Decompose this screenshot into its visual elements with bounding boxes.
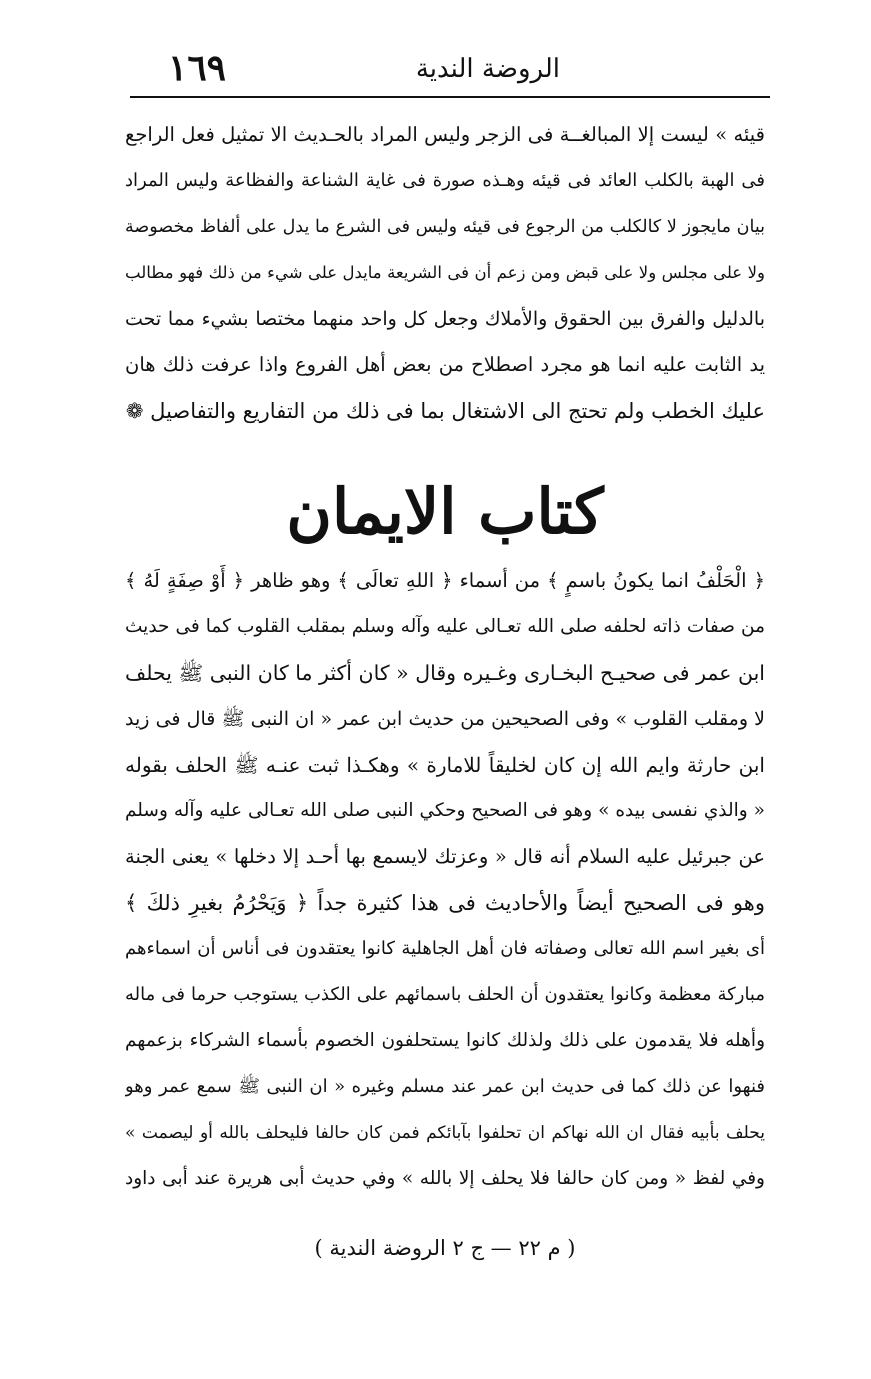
text-line: عن جبرئيل عليه السلام أنه قال « وعزتك لايسمع بها أحـد إلا دخلها » يعنى الجنة bbox=[125, 845, 765, 868]
text-line: لا ومقلب القلوب » وفى الصحيحين من حديث ابن عمر « ان النبى ﷺ قال فى زيد bbox=[125, 708, 765, 730]
text-line: أى بغير اسم الله تعالى وصفاته فان أهل الجاهلية كانوا يعتقدون فى أناس أن اسماءهم bbox=[125, 938, 765, 959]
text-line: وهو فى الصحيح أيضاً والأحاديث فى هذا كثيرة جداً ﴿ وَيَحْرُمُ بغيرِ ذلكَ ﴾ bbox=[125, 891, 765, 915]
text-line: عليك الخطب ولم تحتج الى الاشتغال بما فى ذلك من التفاريع والتفاصيل ❁ bbox=[125, 399, 765, 423]
text-line: فى الهبة بالكلب العائد فى قيئه وهـذه صورة فى غاية الشناعة والفظاعة وليس المراد bbox=[125, 170, 765, 191]
text-line: « والذي نفسى بيده » وهو فى الصحيح وحكي النبى صلى الله تعـالى عليه وآله وسلم bbox=[125, 800, 765, 821]
chapter-title: كتاب الايمان bbox=[286, 475, 604, 548]
text-line: قيئه » ليست إلا المبالغــة فى الزجر وليس المراد بالحـديث الا تمثيل فعل الراجع bbox=[125, 123, 765, 146]
text-line: يد الثابت عليه انما هو مجرد اصطلاح من بعض أهل الفروع واذا عرفت ذلك هان bbox=[125, 353, 765, 376]
text-line: مباركة معظمة وكانوا يعتقدون أن الحلف باسمائهم على الكذب يستوجب حرما فى ماله bbox=[125, 984, 765, 1005]
text-line: من صفات ذاته لحلفه صلى الله تعـالى عليه وآله وسلم بمقلب القلوب كما فى حديث bbox=[125, 616, 765, 637]
text-line: يحلف بأبيه فقال ان الله نهاكم ان تحلفوا بآبائكم فمن كان حالفا فليحلف بالله أو ليصمت » bbox=[125, 1123, 765, 1143]
text-line: وفي لفظ « ومن كان حالفا فلا يحلف إلا بالله » وفي حديث أبى هريرة عند أبى داود bbox=[125, 1168, 765, 1189]
chapter-body bbox=[125, 558, 765, 1202]
signature-footer: ( م ٢٢ — ج ٢ الروضة الندية ) bbox=[314, 1236, 576, 1260]
page-header bbox=[130, 44, 770, 94]
intro-paragraph bbox=[125, 112, 765, 434]
running-title: الروضة الندية bbox=[415, 54, 560, 84]
text-line: ولا على مجلس ولا على قبض ومن زعم أن فى الشريعة مايدل على شيء من ذلك فهو مطالب bbox=[125, 263, 765, 282]
text-line: فنهوا عن ذلك كما فى حديث ابن عمر عند مسلم وغيره « ان النبى ﷺ سمع عمر وهو bbox=[125, 1076, 765, 1097]
text-line: وأهله فلا يقدمون على ذلك ولذلك كانوا يستحلفون الخصوم بأسماء الشركاء بزعمهم bbox=[125, 1030, 765, 1051]
text-line: ﴿ الْحَلْفُ انما يكونُ باسمٍ ﴾ من أسماء ﴿ اللهِ تعالَى ﴾ وهو ظاهر ﴿ أَوْ صِفَةٍ لَهُ ﴾ bbox=[125, 569, 765, 592]
page-number: ١٦٩ bbox=[168, 47, 227, 89]
text-line: ابن عمر فى صحيـح البخـارى وغـيره وقال « كان أكثر ما كان النبى ﷺ يحلف bbox=[125, 661, 765, 685]
text-line: بيان مايجوز لا كالكلب من الرجوع فى قيئه وليس فى الشرع ما يدل على ألفاظ مخصوصة bbox=[125, 217, 765, 237]
header-divider bbox=[130, 96, 770, 98]
text-line: ابن حارثة وايم الله إن كان لخليقاً للامارة » وهكـذا ثبت عنـه ﷺ الحلف بقوله bbox=[125, 753, 765, 777]
text-line: بالدليل والفرق بين الحقوق والأملاك وجعل كل واحد منهما مختصا بشيء مما تحت bbox=[125, 308, 765, 330]
